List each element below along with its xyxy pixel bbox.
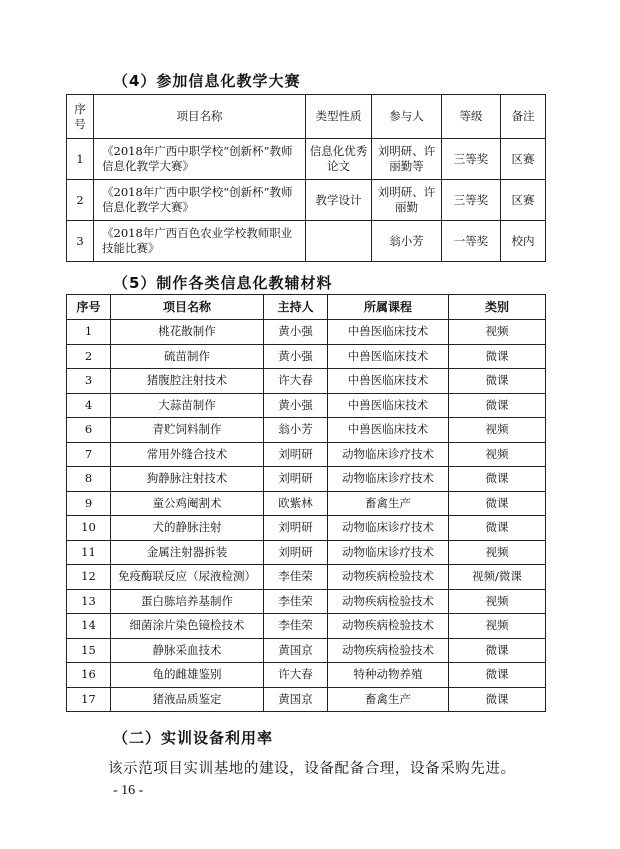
cell-category: 微课 — [449, 467, 546, 492]
cell-note: 区赛 — [501, 139, 546, 180]
cell-category: 微课 — [449, 344, 546, 369]
cell-category: 视频 — [449, 540, 546, 565]
cell-category: 视频 — [449, 320, 546, 345]
col-header-no: 序号 — [67, 95, 94, 139]
cell-category: 微课 — [449, 663, 546, 688]
cell-host: 欧紫林 — [264, 491, 328, 516]
cell-name: 童公鸡阉割术 — [111, 491, 264, 516]
cell-no: 10 — [67, 516, 111, 541]
cell-course: 动物临床诊疗技术 — [328, 516, 449, 541]
table-row — [67, 369, 546, 394]
cell-host: 刘明研 — [264, 516, 328, 541]
cell-no: 2 — [67, 180, 94, 221]
table-row — [67, 663, 546, 688]
table-row — [67, 516, 546, 541]
cell-category: 微课 — [449, 491, 546, 516]
col-header-host: 主持人 — [264, 295, 328, 320]
page-number: - 16 - — [113, 783, 144, 798]
cell-type: 教学设计 — [306, 180, 372, 221]
cell-name: 大蒜苗制作 — [111, 393, 264, 418]
cell-name: 静脉采血技术 — [111, 638, 264, 663]
section5-title: （5）制作各类信息化教辅材料 — [113, 274, 333, 292]
cell-level: 一等奖 — [442, 221, 501, 262]
col-header-people: 参与人 — [372, 95, 442, 139]
table-row — [67, 442, 546, 467]
cell-host: 刘明研 — [264, 467, 328, 492]
table-row — [67, 467, 546, 492]
cell-course: 中兽医临床技术 — [328, 393, 449, 418]
col-header-type: 类型性质 — [306, 95, 372, 139]
cell-category: 微课 — [449, 369, 546, 394]
cell-name: 桃花散制作 — [111, 320, 264, 345]
cell-type — [306, 221, 372, 262]
table-row — [67, 180, 546, 221]
cell-host: 黄国京 — [264, 687, 328, 712]
cell-category: 微课 — [449, 393, 546, 418]
cell-name: 《2018年广西中职学校“创新杯”教师信息化教学大赛》 — [94, 139, 306, 180]
cell-host: 黄国京 — [264, 638, 328, 663]
cell-host: 刘明研 — [264, 442, 328, 467]
cell-category: 视频 — [449, 614, 546, 639]
table-row — [67, 638, 546, 663]
cell-note: 校内 — [501, 221, 546, 262]
cell-host: 李佳荣 — [264, 614, 328, 639]
col-header-no: 序号 — [67, 295, 111, 320]
cell-course: 动物疾病检验技术 — [328, 614, 449, 639]
cell-no: 15 — [67, 638, 111, 663]
cell-category: 视频 — [449, 589, 546, 614]
cell-course: 畜禽生产 — [328, 687, 449, 712]
cell-people: 翁小芳 — [372, 221, 442, 262]
col-header-note: 备注 — [501, 95, 546, 139]
cell-name: 狗静脉注射技术 — [111, 467, 264, 492]
cell-course: 中兽医临床技术 — [328, 369, 449, 394]
table-row — [67, 687, 546, 712]
cell-name: 猪液品质鉴定 — [111, 687, 264, 712]
cell-course: 动物临床诊疗技术 — [328, 442, 449, 467]
cell-course: 动物疾病检验技术 — [328, 565, 449, 590]
cell-host: 许大春 — [264, 369, 328, 394]
table-row — [67, 589, 546, 614]
cell-no: 17 — [67, 687, 111, 712]
cell-type: 信息化优秀论文 — [306, 139, 372, 180]
cell-course: 中兽医临床技术 — [328, 418, 449, 443]
cell-name: 青贮饲料制作 — [111, 418, 264, 443]
section4-title: （4）参加信息化教学大赛 — [113, 72, 301, 90]
cell-no: 3 — [67, 369, 111, 394]
cell-no: 9 — [67, 491, 111, 516]
cell-category: 视频 — [449, 442, 546, 467]
cell-people: 刘明研、许丽勤等 — [372, 139, 442, 180]
cell-host: 刘明研 — [264, 540, 328, 565]
cell-level: 三等奖 — [442, 139, 501, 180]
cell-people: 刘明研、许丽勤 — [372, 180, 442, 221]
cell-host: 黄小强 — [264, 344, 328, 369]
table-row — [67, 393, 546, 418]
cell-name: 《2018年广西百色农业学校教师职业技能比赛》 — [94, 221, 306, 262]
cell-no: 6 — [67, 418, 111, 443]
cell-no: 13 — [67, 589, 111, 614]
cell-category: 视频 — [449, 418, 546, 443]
cell-course: 动物临床诊疗技术 — [328, 540, 449, 565]
table-header-row — [67, 295, 546, 320]
cell-name: 常用外缝合技术 — [111, 442, 264, 467]
col-header-name: 项目名称 — [111, 295, 264, 320]
col-header-course: 所属课程 — [328, 295, 449, 320]
cell-category: 微课 — [449, 687, 546, 712]
table-row — [67, 221, 546, 262]
cell-level: 三等奖 — [442, 180, 501, 221]
col-header-level: 等级 — [442, 95, 501, 139]
cell-host: 黄小强 — [264, 320, 328, 345]
cell-host: 李佳荣 — [264, 589, 328, 614]
cell-course: 动物疾病检验技术 — [328, 638, 449, 663]
col-header-name: 项目名称 — [94, 95, 306, 139]
section-er-title: （二）实训设备利用率 — [113, 729, 274, 747]
cell-no: 11 — [67, 540, 111, 565]
cell-host: 翁小芳 — [264, 418, 328, 443]
cell-no: 8 — [67, 467, 111, 492]
cell-name: 细菌涂片染色镜检技术 — [111, 614, 264, 639]
cell-course: 动物临床诊疗技术 — [328, 467, 449, 492]
table-row — [67, 491, 546, 516]
cell-no: 4 — [67, 393, 111, 418]
cell-category: 微课 — [449, 638, 546, 663]
cell-no: 1 — [67, 320, 111, 345]
table-row — [67, 418, 546, 443]
cell-no: 2 — [67, 344, 111, 369]
cell-no: 14 — [67, 614, 111, 639]
cell-name: 龟的雌雄鉴别 — [111, 663, 264, 688]
cell-name: 蛋白胨培养基制作 — [111, 589, 264, 614]
cell-course: 畜禽生产 — [328, 491, 449, 516]
cell-category: 微课 — [449, 516, 546, 541]
cell-category: 视频/微课 — [449, 565, 546, 590]
cell-note: 区赛 — [501, 180, 546, 221]
col-header-category: 类别 — [449, 295, 546, 320]
cell-name: 免疫酶联反应（尿液检测） — [111, 565, 264, 590]
cell-host: 许大春 — [264, 663, 328, 688]
cell-name: 猪腹腔注射技术 — [111, 369, 264, 394]
cell-no: 12 — [67, 565, 111, 590]
cell-name: 《2018年广西中职学校“创新杯”教师信息化教学大赛》 — [94, 180, 306, 221]
cell-no: 16 — [67, 663, 111, 688]
cell-course: 动物疾病检验技术 — [328, 589, 449, 614]
materials-table — [66, 294, 546, 712]
cell-course: 中兽医临床技术 — [328, 344, 449, 369]
table-row — [67, 344, 546, 369]
cell-no: 3 — [67, 221, 94, 262]
cell-no: 1 — [67, 139, 94, 180]
competition-table — [66, 94, 546, 262]
cell-course: 特种动物养殖 — [328, 663, 449, 688]
cell-course: 中兽医临床技术 — [328, 320, 449, 345]
cell-no: 7 — [67, 442, 111, 467]
cell-host: 黄小强 — [264, 393, 328, 418]
table-row — [67, 139, 546, 180]
cell-host: 李佳荣 — [264, 565, 328, 590]
cell-name: 金属注射器拆装 — [111, 540, 264, 565]
table-row — [67, 540, 546, 565]
table-header-row — [67, 95, 546, 139]
table-row — [67, 614, 546, 639]
table-row — [67, 320, 546, 345]
body-paragraph: 该示范项目实训基地的建设，设备配备合理，设备采购先进。 — [108, 761, 516, 777]
table-row — [67, 565, 546, 590]
cell-name: 硫苗制作 — [111, 344, 264, 369]
cell-name: 犬的静脉注射 — [111, 516, 264, 541]
